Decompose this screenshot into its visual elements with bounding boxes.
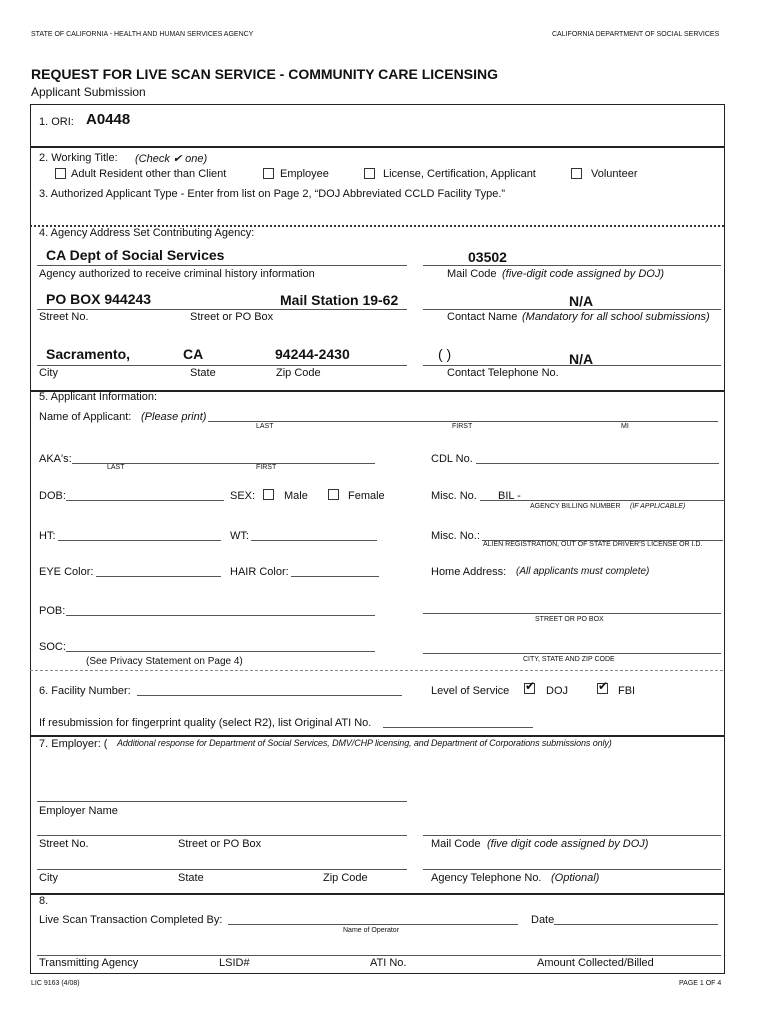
original-ati-field[interactable] — [383, 727, 533, 728]
employer-note: Additional response for Department of Social Services, DMV/CHP licensing, and Department of Corporations submissions only) — [117, 738, 612, 748]
doj-checkbox[interactable] — [524, 679, 536, 694]
mail-code-line — [423, 265, 721, 266]
license-applicant-checkbox[interactable] — [364, 168, 375, 179]
privacy-note: (See Privacy Statement on Page 4) — [86, 656, 243, 667]
employer-city-field[interactable] — [37, 869, 407, 870]
license-applicant-label: License, Certification, Applicant — [383, 168, 536, 180]
last-caption: LAST — [256, 423, 274, 430]
weight-field[interactable] — [251, 540, 377, 541]
adult-resident-label: Adult Resident other than Client — [71, 168, 227, 180]
form-subtitle: Applicant Submission — [31, 85, 146, 99]
agency-name-line — [37, 265, 407, 266]
aka-last-caption: LAST — [107, 464, 125, 471]
level-of-service-label: Level of Service — [431, 685, 510, 697]
zip-value[interactable]: 94244-2430 — [275, 346, 350, 362]
check-one-note: (Check ✔ one) — [135, 153, 208, 165]
agency-address-label: 4. Agency Address Set Contributing Agency: — [39, 227, 255, 239]
eye-color-field[interactable] — [96, 576, 221, 577]
applicant-info-label: 5. Applicant Information: — [39, 391, 158, 403]
city-value[interactable]: Sacramento, — [46, 346, 131, 362]
employee-checkbox[interactable] — [263, 168, 274, 179]
employer-state-caption: State — [178, 872, 204, 884]
soc-label: SOC: — [39, 641, 66, 653]
phone-paren: ( ) — [438, 346, 452, 362]
checkmark-icon: ✔ — [598, 679, 609, 693]
lsid-caption: LSID# — [219, 957, 250, 969]
height-field[interactable] — [58, 540, 221, 541]
fbi-checkbox[interactable] — [597, 679, 609, 694]
male-checkbox[interactable] — [263, 489, 274, 500]
zip-caption: Zip Code — [276, 367, 321, 379]
agency-phone-note: (Optional) — [551, 872, 600, 884]
street-box-caption: Street or PO Box — [190, 311, 274, 323]
city-caption: City — [39, 367, 58, 379]
employer-name-caption: Employer Name — [39, 805, 118, 817]
applicant-type-label: 3. Authorized Applicant Type - Enter from list on Page 2, “DOJ Abbreviated CCLD Facility Type.” — [39, 188, 506, 200]
applicant-name-label: Name of Applicant: — [39, 411, 132, 423]
contact-caption: Contact Name — [447, 311, 518, 323]
divider — [30, 146, 724, 148]
completed-by-label: Live Scan Transaction Completed By: — [39, 914, 223, 926]
ori-value[interactable]: A0448 — [86, 111, 131, 128]
sex-label: SEX: — [230, 490, 256, 502]
hair-color-field[interactable] — [291, 576, 379, 577]
facility-number-field[interactable] — [137, 695, 402, 696]
divider — [30, 893, 724, 895]
misc-no-2-label: Misc. No.: — [431, 530, 480, 542]
billing-caption: AGENCY BILLING NUMBER — [530, 503, 621, 510]
agency-header-right: CALIFORNIA DEPARTMENT OF SOCIAL SERVICES — [552, 31, 720, 38]
agency-phone-field[interactable] — [423, 869, 721, 870]
home-city-field[interactable] — [423, 653, 721, 654]
applicant-name-field[interactable] — [208, 421, 718, 422]
cdl-label: CDL No. — [431, 453, 473, 465]
phone-caption: Contact Telephone No. — [447, 367, 559, 379]
divider — [30, 735, 724, 737]
employer-street-no-caption: Street No. — [39, 838, 89, 850]
employer-street-box-caption: Street or PO Box — [178, 838, 262, 850]
page-number: PAGE 1 OF 4 — [679, 980, 722, 987]
date-label: Date — [531, 914, 555, 926]
transmit-line — [37, 955, 721, 956]
pob-field[interactable] — [66, 615, 375, 616]
amount-caption: Amount Collected/Billed — [537, 957, 654, 969]
street-no-caption: Street No. — [39, 311, 89, 323]
form-title: REQUEST FOR LIVE SCAN SERVICE - COMMUNITY CARE LICENSING — [31, 66, 498, 82]
first-caption: FIRST — [452, 423, 473, 430]
alien-caption: ALIEN REGISTRATION, OUT OF STATE DRIVER'S LICENSE OR I.D. — [483, 541, 703, 548]
applicant-name-note: (Please print) — [141, 411, 207, 423]
cdl-field[interactable] — [476, 463, 719, 464]
employer-mail-code-field[interactable] — [423, 835, 721, 836]
state-caption: State — [190, 367, 216, 379]
female-checkbox[interactable] — [328, 489, 339, 500]
section-8-label: 8. — [39, 895, 49, 907]
billing-number-field[interactable] — [480, 500, 725, 501]
soc-field[interactable] — [66, 651, 375, 652]
home-street-field[interactable] — [423, 613, 721, 614]
agency-caption: Agency authorized to receive criminal history information — [39, 268, 315, 280]
employer-mail-code-note: (five digit code assigned by DOJ) — [487, 838, 649, 850]
employer-city-caption: City — [39, 872, 58, 884]
agency-phone-caption: Agency Telephone No. — [431, 872, 542, 884]
aka-first-caption: FIRST — [256, 464, 277, 471]
pob-label: POB: — [39, 605, 66, 617]
mail-code-value[interactable]: 03502 — [468, 249, 507, 265]
working-title-label: 2. Working Title: — [39, 152, 118, 164]
misc-no-label: Misc. No. — [431, 490, 477, 502]
male-label: Male — [284, 490, 308, 502]
phone-line — [423, 365, 721, 366]
ati-caption: ATI No. — [370, 957, 407, 969]
eye-color-label: EYE Color: — [39, 566, 94, 578]
contact-note: (Mandatory for all school submissions) — [522, 311, 710, 323]
billing-note: (IF APPLICABLE) — [630, 503, 686, 510]
date-field[interactable] — [554, 924, 718, 925]
operator-name-field[interactable] — [228, 924, 518, 925]
employer-name-field[interactable] — [37, 801, 407, 802]
employer-mail-code-caption: Mail Code — [431, 838, 481, 850]
contact-name-value[interactable]: N/A — [569, 293, 594, 309]
bil-prefix: BIL - — [498, 490, 521, 502]
fbi-label: FBI — [618, 685, 636, 697]
ori-label: 1. ORI: — [39, 116, 74, 128]
home-address-note: (All applicants must complete) — [516, 566, 650, 577]
employer-label: 7. Employer: ( — [39, 738, 108, 750]
state-value[interactable]: CA — [183, 346, 204, 362]
employee-label: Employee — [280, 168, 329, 180]
street-po-caption: STREET OR PO BOX — [535, 616, 604, 623]
phone-value[interactable]: N/A — [569, 351, 594, 367]
home-address-label: Home Address: — [431, 566, 507, 578]
divider — [30, 670, 723, 671]
mail-code-note: (five-digit code assigned by DOJ) — [502, 268, 665, 280]
street-no-value[interactable]: PO BOX 944243 — [46, 291, 152, 307]
agency-header-left: STATE OF CALIFORNIA - HEALTH AND HUMAN SERVICES AGENCY — [31, 31, 254, 38]
dob-label: DOB: — [39, 490, 66, 502]
employer-zip-caption: Zip Code — [323, 872, 368, 884]
city-line — [37, 365, 407, 366]
agency-name-value[interactable]: CA Dept of Social Services — [46, 247, 225, 263]
contact-line — [423, 309, 721, 310]
street-line — [37, 309, 407, 310]
height-label: HT: — [39, 530, 56, 542]
street-box-value[interactable]: Mail Station 19-62 — [280, 292, 399, 308]
city-state-zip-caption: CITY, STATE AND ZIP CODE — [523, 656, 615, 663]
mail-code-caption: Mail Code — [447, 268, 497, 280]
adult-resident-checkbox[interactable] — [55, 168, 66, 179]
form-number: LIC 9163 (4/08) — [31, 980, 80, 987]
weight-label: WT: — [230, 530, 249, 542]
employer-street-field[interactable] — [37, 835, 407, 836]
doj-label: DOJ — [546, 685, 568, 697]
volunteer-label: Volunteer — [591, 168, 638, 180]
operator-caption: Name of Operator — [343, 927, 400, 934]
facility-number-label: 6. Facility Number: — [39, 685, 131, 697]
aka-label: AKA's: — [39, 453, 72, 465]
volunteer-checkbox[interactable] — [571, 168, 582, 179]
hair-color-label: HAIR Color: — [230, 566, 289, 578]
mi-caption: MI — [621, 423, 629, 430]
dob-field[interactable] — [66, 500, 224, 501]
transmitting-agency-caption: Transmitting Agency — [39, 957, 139, 969]
female-label: Female — [348, 490, 385, 502]
checkmark-icon: ✔ — [525, 679, 536, 693]
resubmission-label: If resubmission for fingerprint quality (select R2), list Original ATI No. — [39, 717, 372, 729]
